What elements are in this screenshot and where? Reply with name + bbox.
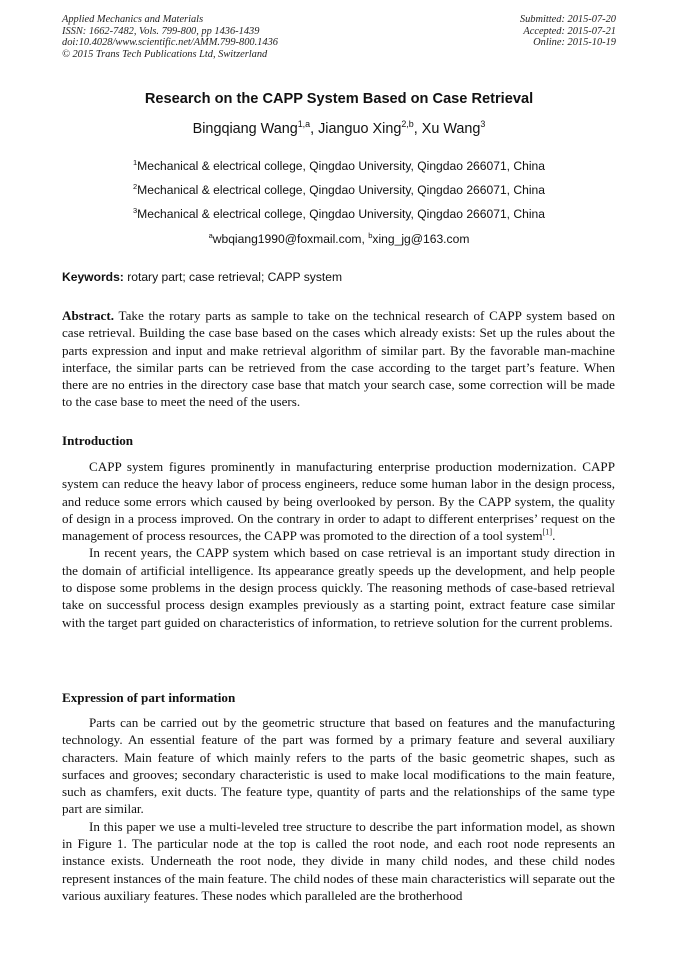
author-name: Jianguo Xing: [318, 121, 402, 137]
abstract-text: Take the rotary parts as sample to take on the technical research of CAPP system based on case retrieval. Building the case base based on the cases which already exists: Set up the rules about the parts expression and input and make retrieval algorithm of similar part. By the favorable man-machine interface, the similar parts can be retrieved from the case according to the target part’s feature. When there are no entries in the directory case base that match your search case, some correction will be made to the case base to meet the need of the users.: [62, 308, 615, 410]
abstract: [62, 307, 615, 411]
affiliation: [0, 183, 678, 197]
email-line: $^a$wbqiang1990@foxmail.com, $^b$xing_jg@163.com: [208, 230, 470, 246]
journal-name: Applied Mechanics and Materials: [62, 14, 204, 25]
keywords: [62, 270, 342, 284]
author-sup: 1,a: [297, 119, 311, 130]
email-sup: b: [368, 230, 373, 240]
paragraph: Parts can be carried out by the geometric structure that based on features and the manufacturing technology. An essential feature of the part was formed by a primary feature and several auxiliary characters. Main feature of which mainly refers to the parts of the basic geometric shapes, such as surfaces and grooves; secondary characteristic is used to make local modifications to the main feature, such as chamfers, exit ducts. The feature type, quantity of parts and the relationships of the same type part are similar.: [62, 715, 615, 817]
email-address[interactable]: wbqiang1990@foxmail.com: [212, 232, 362, 246]
submitted-date: Submitted: 2015-07-20: [519, 14, 616, 25]
online-date: Online: 2015-10-19: [533, 37, 616, 49]
abstract-label: Abstract.: [62, 308, 114, 323]
doi-line: doi:10.4028/www.scientific.net/AMM.799-800.1436: [62, 37, 278, 49]
journal-header-right: [520, 14, 616, 49]
affiliation-sup: 3: [132, 205, 138, 215]
citation[interactable]: [1]: [542, 527, 553, 537]
keywords-label: Keywords:: [62, 270, 124, 284]
copyright-line: © 2015 Trans Tech Publications Ltd, Switzerland: [62, 48, 268, 60]
paper-title: Research on the CAPP System Based on Case Retrieval: [144, 91, 534, 107]
email-address[interactable]: xing_jg@163.com: [372, 232, 470, 246]
affiliation-sup: 2: [132, 181, 138, 191]
section-heading-introduction: Introduction: [62, 433, 134, 448]
affiliation-text: Mechanical & electrical college, Qingdao University, Qingdao 266071, China: [137, 183, 545, 197]
paragraph: CAPP system figures prominently in manufacturing enterprise production modernization. CAPP system can reduce the heavy labor of process engineers, reduce some human labor in the design process, and reduce some errors which caused by being overlooked by person. By the CAPP system, the quality of design in a process improved. On the contrary in order to adapt to different enterprises’ request on the management of process resources, the CAPP was promoted to the direction of a tool system[1].: [62, 459, 615, 544]
affiliation-sup: 1: [132, 157, 138, 167]
expression-body: [62, 714, 615, 904]
author-sup: 3: [480, 119, 486, 130]
paragraph: In recent years, the CAPP system which based on case retrieval is an important study direction in the domain of artificial intelligence. Its appearance greatly speeds up the development, and help people to dispose some problems in the design process quickly. The reasoning methods of case-based retrieval take on successful process design examples previously as a starting point, extract feature case similar with the target part guided on characteristics of information, to retrieve solution for the current problems.: [62, 545, 615, 630]
affiliation: [0, 159, 678, 173]
paragraph: In this paper we use a multi-leveled tree structure to describe the part information model, as shown in Figure 1. The particular node at the top is called the root node, and each root node represents an instance exists. Underneath the root node, they divide in many child nodes, and these child nodes represent instances of the main feature. The child nodes of these main characteristics will separate out the various auxiliary features. These nodes which paralleled are the brotherhood: [62, 818, 615, 903]
journal-header-left: [62, 14, 278, 60]
email-sup: a: [208, 230, 213, 240]
keywords-text: rotary part; case retrieval; CAPP system: [127, 270, 343, 284]
author-name: Xu Wang: [421, 121, 481, 137]
author-list: Bingqiang Wang$^{1,a}$, Jianguo Xing$^{2,b}$, Xu Wang$^3$: [192, 119, 486, 137]
section-heading-expression: Expression of part information: [62, 690, 236, 705]
affiliation-text: Mechanical & electrical college, Qingdao University, Qingdao 266071, China: [137, 159, 545, 173]
author-name: Bingqiang Wang: [192, 121, 298, 137]
issn-line: ISSN: 1662-7482, Vols. 799-800, pp 1436-1439: [62, 25, 260, 37]
affiliation: [0, 207, 678, 221]
author-sup: 2,b: [401, 119, 414, 130]
affiliation-text: Mechanical & electrical college, Qingdao University, Qingdao 266071, China: [137, 207, 545, 221]
introduction-body: [62, 458, 615, 631]
accepted-date: Accepted: 2015-07-21: [523, 25, 616, 37]
